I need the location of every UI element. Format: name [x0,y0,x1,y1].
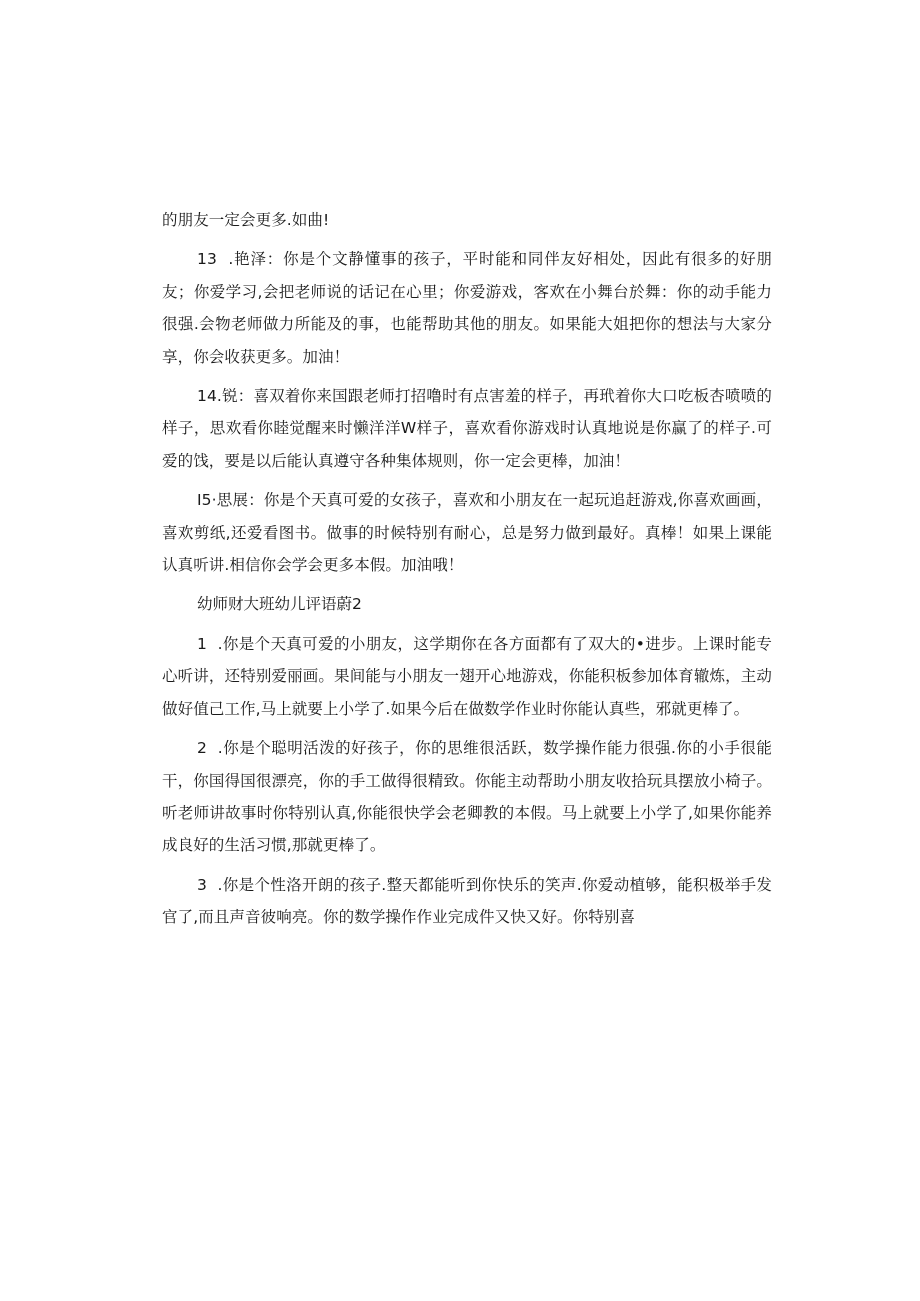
paragraph-13: 13 .艳泽：你是个文静懂事的孩子，平时能和同伴友好相处，因此有很多的好朋友；你爱学习,会把老师说的话记在心里；你爱游戏，客欢在小舞台於舞：你的动手能力很强.会物老师做力所能及的事，也能帮助其他的朋友。如果能大姐把你的想法与大家分享，你会收获更多。加油！ [162,250,772,366]
paragraph-15: I5·思展：你是个天真可爱的女孩子，喜欢和小朋友在一起玩追赶游戏,你喜欢画画，喜欢剪纸,还爱看图书。做事的时候特别有耐心，总是努力做到最好。真棒！如果上课能认真听讲.相信你会学会更多本假。加油哦！ [162,491,772,575]
paragraph-3: 3 .你是个性洛开朗的孩子.整天都能听到你快乐的笑声.你爱动植够，能积极举手发官了,而且声音彼响亮。你的数学操作作业完成件又快又好。你特别喜 [162,875,772,927]
paragraph-2: 2 .你是个聪明活泼的好孩子，你的思维很活跃，数学操作能力很强.你的小手很能干，你国得国很漂亮，你的手工做得很精致。你能主动帮助小朋友收拾玩具摆放小椅子。听老师讲故事时你特别认真,你能很快学会老卿教的本假。马上就要上小学了,如果你能养成良好的生活习惯,那就更棒了。 [162,739,772,855]
paragraph-1: 1 .你是个天真可爱的小朋友，这学期你在各方面都有了双大的•进步。上课时能专心听讲，还特别爱丽画。果间能与小朋友一翅开心地游戏，你能积板参加体育辙炼，主动做好值己工作,马上就要上小学了.如果今后在做数学作业时你能认真些，邪就更棒了。 [162,634,772,718]
document-body [162,204,772,941]
paragraph-continuation: 的朋友一定会更多.如曲! [162,211,330,229]
section-heading: 幼师财大班幼儿评语蔚2 [197,595,362,614]
paragraph-14: 14.锐：喜双着你来国跟老师打招噜时有点害羞的样子，再玳着你大口吃板杏喷喷的样子，思欢看你睦觉醒来时懒洋洋W样子，喜欢看你游戏时认真地说是你赢了的样子.可爱的饯，要是以后能认真遵守各种集体规则，你一定会更棒，加油！ [162,387,772,470]
